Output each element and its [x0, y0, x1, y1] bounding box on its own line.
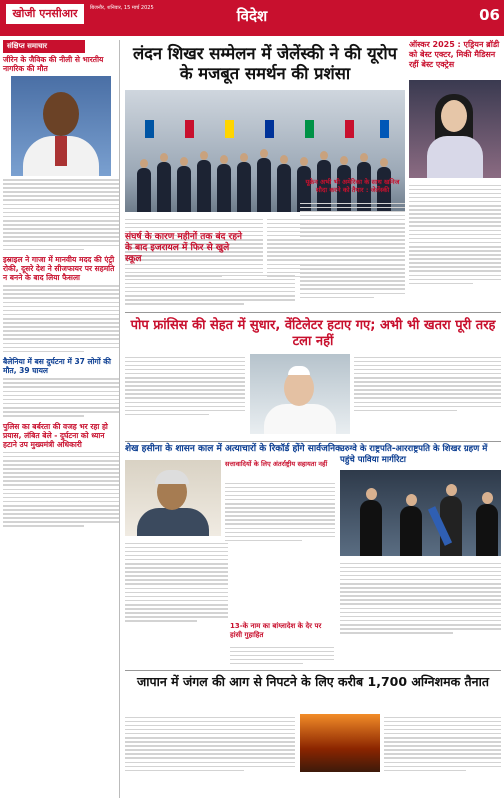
misc-body — [230, 644, 334, 667]
yunus-photo — [125, 460, 221, 536]
summit-side-body — [300, 200, 405, 301]
yunus-subheadline: सत्तावादियों के लिए अंतर्राष्ट्रीय सहायता नहीं — [225, 460, 328, 468]
brief-body-3 — [3, 378, 119, 416]
brief-headline-3: बैलेनिया में बस दुर्घटना में 37 लोगों की मौत, 39 घायल — [3, 357, 111, 376]
section-tag: संक्षिप्त समाचार — [3, 40, 85, 53]
brief-headline-1: जीरेन के जैविक की नीली से भारतीय नागरिक की मौत — [3, 55, 104, 73]
yunus-body — [125, 540, 335, 624]
page-number: 06 — [479, 6, 500, 24]
pope-photo — [250, 354, 350, 434]
brief-headline-4: पुलिस का बर्बरता की वजह भर रहा हो प्रयास, लंबित बेले - दुर्घटना को ध्यान हटाने उप मुख्यमंत्री अधिकारी — [3, 421, 108, 449]
yunus-side-body — [225, 480, 335, 544]
uruguay-photo — [340, 470, 501, 556]
brief-body-2 — [3, 285, 119, 352]
pope-headline: पोप फ्रांसिस की सेहत में सुधार, वेंटिलेटर हटाए गए; अभी भी खतरा पूरी तरह टला नहीं — [130, 318, 496, 349]
oscar-headline: ऑस्कर 2025 : एड्रियन ब्रॉडी को बेस्ट एक्टर, मिकी मैडिसन रहीं बेस्ट एक्ट्रेस — [409, 40, 500, 69]
israel-body — [125, 272, 295, 307]
brief-body-1 — [3, 179, 119, 250]
yunus-headline: शेख हसीना के शासन काल में अत्याचारों के रिकॉर्ड होंगे सार्वजनिक — [125, 444, 343, 454]
misc-subheadline: 13-के नाम का बांग्लादेश के देर पर हांसी गुहाहित — [230, 622, 322, 639]
newspaper-logo: खोजी एनसीआर — [6, 4, 84, 24]
pope-body-right — [354, 354, 501, 414]
brief-headline-2: इस्राइल ने गाजा में मानवीय मदद की एंट्री रोकी, दूसरे देश ने सीजफायर पर सहमति न बनने के बाद लिया फैसला — [3, 255, 115, 283]
uruguay-headline: उरुग्वे के राष्ट्रपति-आरराष्ट्रपति के शिखर ग्रहण में पहुंचे पाविया मार्गरिटा — [340, 444, 488, 465]
summit-subheadline: यूक्रेन अभी भी अमेरिका के साथ खनिज सौदा करने को तैयार : जेलेंस्की — [305, 178, 400, 194]
oscar-photo — [409, 80, 501, 178]
left-column — [3, 40, 120, 798]
japan-headline: जापान में जंगल की आग से निपटने के लिए करीब 1,700 अग्निशमक तैनात — [137, 674, 489, 689]
pope-body-left — [125, 354, 245, 418]
israel-headline: संघर्ष के कारण महीनों तक बंद रहने के बाद इजरायल में फिर से खुले स्कूल — [125, 232, 242, 264]
wildfire-photo — [300, 714, 380, 772]
brief-body-4 — [3, 452, 119, 527]
oscar-body — [409, 182, 501, 287]
issue-info: बिजनौर, शनिवार, 15 मार्च 2025 — [90, 5, 154, 11]
victim-photo — [11, 76, 111, 176]
japan-body-right — [384, 714, 501, 774]
japan-body-left — [125, 714, 295, 774]
uruguay-body — [340, 560, 501, 636]
summit-headline: लंदन शिखर सम्मेलन में जेलेंस्की ने की यूरोप के मजबूत समर्थन की प्रशंसा — [132, 44, 398, 83]
section-title: विदेश — [236, 7, 268, 25]
